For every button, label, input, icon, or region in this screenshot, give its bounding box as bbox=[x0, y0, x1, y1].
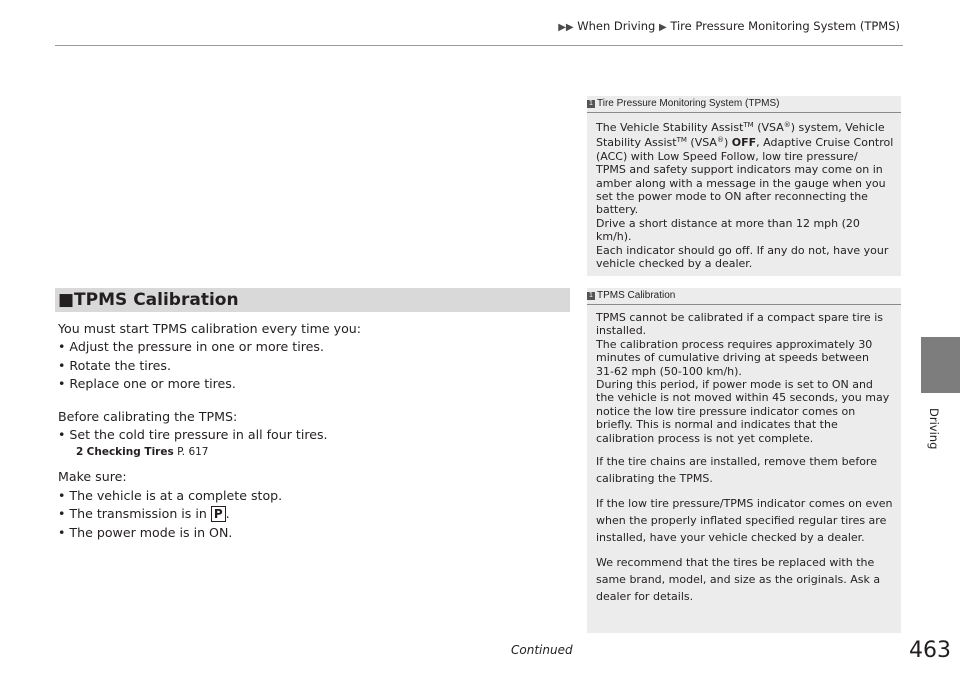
reference-page: P. 617 bbox=[177, 446, 209, 459]
page-number: 463 bbox=[909, 638, 951, 663]
list-item: • Replace one or more tires. bbox=[58, 376, 236, 392]
triangle-right-icon: ▶▶ bbox=[558, 22, 574, 33]
breadcrumb-when-driving[interactable]: When Driving bbox=[577, 19, 656, 33]
breadcrumb bbox=[558, 19, 900, 33]
breadcrumb-tpms[interactable]: Tire Pressure Monitoring System (TPMS) bbox=[670, 19, 900, 33]
main-body-text bbox=[58, 320, 568, 542]
reference-title: Checking Tires bbox=[86, 446, 174, 459]
note-marker-icon: 1 bbox=[587, 292, 595, 300]
note-marker-icon: 1 bbox=[587, 100, 595, 108]
note-body: TPMS cannot be calibrated if a compact spare tire is installed. The calibration process requires approximately 30 minutes of cumulative driving at speeds between 31-62 mph (50-100 km/h). During this period, if power mode is set to ON and the vehicle is not moved within 45 seconds, you may notice the low tire pressure indicator comes on briefly. This is normal and indicates that the calibration process is not yet complete. If the tire chains are installed, remove them before calibrating the TPMS. If the low tire pressure/TPMS indicator comes on even when the properly inflated specified regular tires are installed, have your vehicle checked by a dealer. We recommend that the tires be replaced with the same brand, model, and size as the originals. Ask a dealer for details. bbox=[596, 311, 893, 604]
section-heading: ■TPMS Calibration bbox=[55, 288, 570, 312]
list-item: • Adjust the pressure in one or more tires. bbox=[58, 339, 324, 355]
triangle-right-icon: ▶ bbox=[658, 22, 667, 33]
list-item: • The transmission is in P . bbox=[58, 506, 230, 522]
note-title: 1 Tire Pressure Monitoring System (TPMS) bbox=[587, 96, 901, 113]
make-sure-text: Make sure: bbox=[58, 469, 127, 485]
gear-p-icon: P bbox=[211, 506, 226, 522]
note-body: The Vehicle Stability Assist™ (VSA®) system, Vehicle Stability Assist™ (VSA®) OFF, Adaptive Cruise Control (ACC) with Low Speed Follow, low tire pressure/ TPMS and safety support indicators may come on in amber along with a message in the gauge when you set the power mode to ON after reconnecting the battery. Drive a short distance at more than 12 mph (20 km/h). Each indicator should go off. If any do not, have your vehicle checked by a dealer. bbox=[596, 121, 894, 271]
continued-label: Continued bbox=[511, 643, 573, 657]
chapter-tab-label: Driving bbox=[927, 408, 941, 450]
list-item: • Rotate the tires. bbox=[58, 357, 171, 373]
cross-reference-link[interactable] bbox=[58, 444, 568, 460]
intro-text: You must start TPMS calibration every time you: bbox=[58, 321, 362, 336]
list-item: • Set the cold tire pressure in all four tires. bbox=[58, 427, 328, 443]
reference-arrow-icon: 2 bbox=[76, 446, 84, 459]
note-title: 1 TPMS Calibration bbox=[587, 288, 901, 305]
header-divider bbox=[55, 45, 903, 46]
chapter-tab[interactable] bbox=[921, 337, 960, 393]
side-note-tpms bbox=[587, 96, 901, 276]
side-note-calibration bbox=[587, 288, 901, 633]
before-text: Before calibrating the TPMS: bbox=[58, 408, 238, 424]
list-item: • The power mode is in ON. bbox=[58, 524, 233, 540]
list-item: • The vehicle is at a complete stop. bbox=[58, 487, 283, 503]
